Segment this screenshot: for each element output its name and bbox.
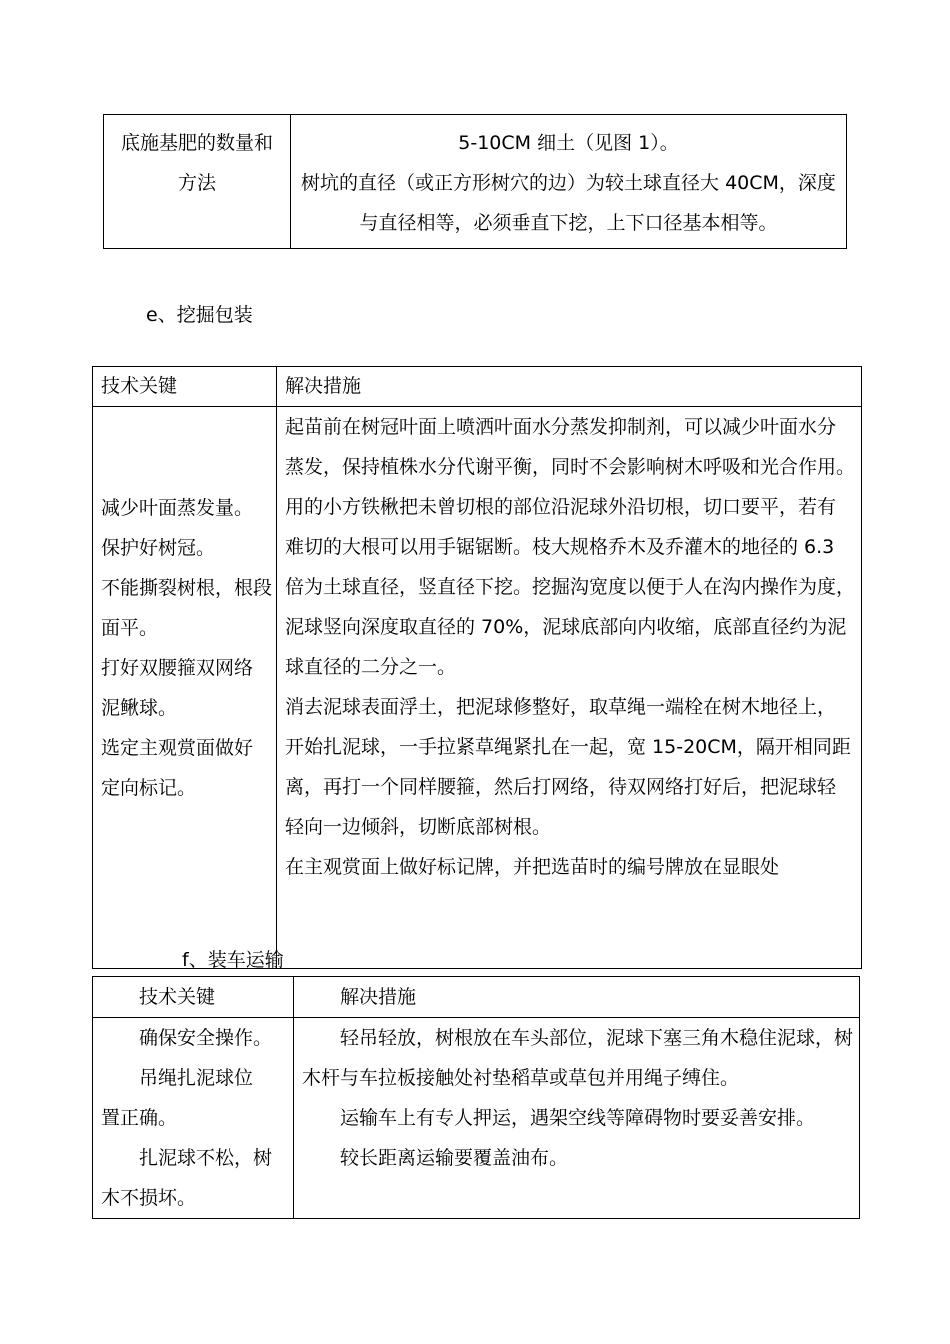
table-cell-text: 树坑的直径（或正方形树穴的边）为较土球直径大 40CM，深度 xyxy=(301,172,836,194)
header-technical-key: 技术关键 xyxy=(93,367,277,407)
table-cell-text: 木不损坏。 xyxy=(101,1187,197,1209)
digging-table xyxy=(92,366,862,969)
table-cell-text: 用的小方铁楸把未曾切根的部位沿泥球外沿切根，切口要平，若有 xyxy=(285,496,837,518)
table-cell-text: 置正确。 xyxy=(101,1107,178,1129)
solution-cell xyxy=(293,1018,859,1219)
table-cell-text: 方法 xyxy=(177,172,216,194)
table-header-row xyxy=(93,977,860,1018)
table-cell-text: 不能撕裂树根，根段 xyxy=(101,577,273,599)
table-cell-text: 减少叶面蒸发量。 xyxy=(101,497,254,519)
section-heading-transport: f、装车运输 xyxy=(182,949,284,971)
fertilizer-content-cell xyxy=(291,115,847,249)
table-cell-text: 与直径相等，必须垂直下挖，上下口径基本相等。 xyxy=(359,212,778,234)
fertilizer-table xyxy=(103,114,847,249)
table-cell-text: 球直径的二分之一。 xyxy=(285,656,457,678)
table-row xyxy=(93,1018,860,1219)
table-cell-text: 蒸发，保持植株水分代谢平衡，同时不会影响树木呼吸和光合作用。 xyxy=(285,456,856,478)
table-cell-text: 面平。 xyxy=(101,617,159,639)
table-cell-text: 泥鳅球。 xyxy=(101,697,178,719)
header-solution: 解决措施 xyxy=(277,367,862,407)
table-cell-text: 难切的大根可以用手锯锯断。枝大规格乔木及乔灌木的地径的 6.3 xyxy=(285,536,835,558)
table-cell-text: 保护好树冠。 xyxy=(101,537,216,559)
section-heading-digging: e、挖掘包装 xyxy=(146,304,253,326)
table-cell-text: 较长距离运输要覆盖油布。 xyxy=(339,1147,568,1169)
table-row xyxy=(104,115,847,249)
table-row xyxy=(93,407,862,969)
table-cell-text: 轻向一边倾斜，切断底部树根。 xyxy=(285,816,552,838)
table-cell-text: 泥球竖向深度取直径的 70%，泥球底部向内收缩，底部直径约为泥 xyxy=(285,616,847,638)
table-cell-text: 选定主观赏面做好 xyxy=(101,737,254,759)
solution-cell xyxy=(277,407,862,969)
table-cell-text: 倍为土球直径，竖直径下挖。挖掘沟宽度以便于人在沟内操作为度， xyxy=(285,576,856,598)
table-cell-text: 打好双腰箍双网络 xyxy=(101,657,254,679)
table-cell-text: 开始扎泥球，一手拉紧草绳紧扎在一起，宽 15-20CM，隔开相同距 xyxy=(285,736,851,758)
table-cell-text: 确保安全操作。 xyxy=(139,1027,273,1049)
table-cell-text: 起苗前在树冠叶面上喷洒叶面水分蒸发抑制剂，可以减少叶面水分 xyxy=(285,416,837,438)
fertilizer-label-cell xyxy=(104,115,291,249)
table-cell-text: 底施基肥的数量和 xyxy=(120,132,273,154)
table-cell-text: 吊绳扎泥球位 xyxy=(139,1067,254,1089)
table-cell-text: 在主观赏面上做好标记牌，并把选苗时的编号牌放在显眼处 xyxy=(285,856,780,878)
table-cell-text: 离，再打一个同样腰箍，然后打网络，待双网络打好后，把泥球轻 xyxy=(285,776,837,798)
table-cell-text: 运输车上有专人押运，遇架空线等障碍物时要妥善安排。 xyxy=(339,1107,815,1129)
table-cell-text: 轻吊轻放，树根放在车头部位，泥球下塞三角木稳住泥球，树 xyxy=(339,1027,853,1049)
table-cell-text: 木杆与车拉板接触处衬垫稻草或草包并用绳子缚住。 xyxy=(301,1067,739,1089)
table-cell-text: 定向标记。 xyxy=(101,777,197,799)
technical-key-cell xyxy=(93,1018,294,1219)
technical-key-cell xyxy=(93,407,277,969)
transport-table xyxy=(92,976,860,1219)
header-solution: 解决措施 xyxy=(293,977,859,1018)
table-header-row xyxy=(93,367,862,407)
table-cell-text: 扎泥球不松，树 xyxy=(139,1147,273,1169)
table-cell-text: 消去泥球表面浮土，把泥球修整好，取草绳一端栓在树木地径上， xyxy=(285,696,837,718)
table-cell-text: 5-10CM 细土（见图 1）。 xyxy=(458,132,679,154)
header-technical-key: 技术关键 xyxy=(93,977,294,1018)
